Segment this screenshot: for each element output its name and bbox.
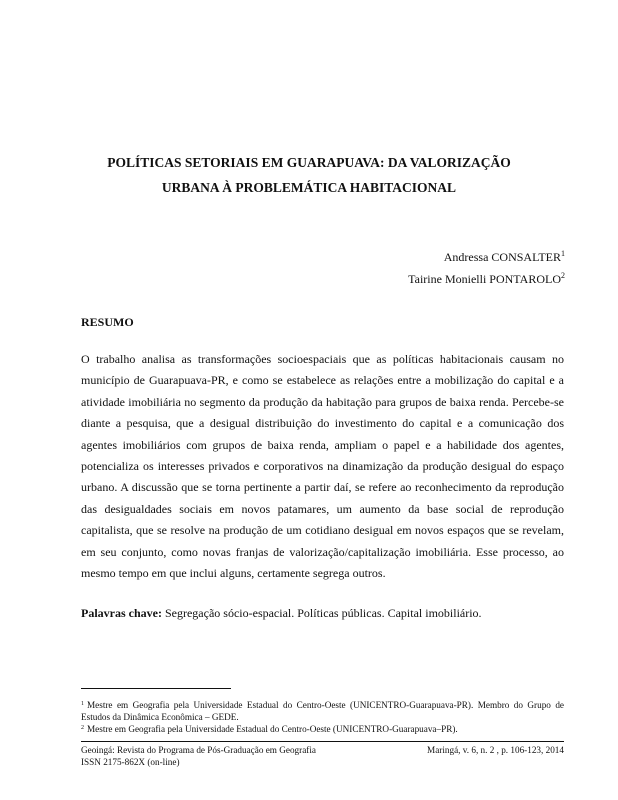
author-footnote-mark: 2 xyxy=(561,271,565,280)
title-line-2: URBANA À PROBLEMÁTICA HABITACIONAL xyxy=(161,180,457,195)
author-list xyxy=(408,246,565,290)
page-footer xyxy=(81,744,564,768)
footer-separator xyxy=(81,741,564,742)
author-footnote-mark: 1 xyxy=(561,249,565,258)
footnotes xyxy=(81,700,564,735)
author-2 xyxy=(408,268,565,290)
keywords xyxy=(81,603,564,623)
footnote-separator xyxy=(81,688,231,689)
author-name: Tairine Monielli PONTAROLO xyxy=(408,272,561,286)
issn: ISSN 2175-862X (on-line) xyxy=(81,757,180,767)
abstract-body xyxy=(81,349,564,584)
author-1 xyxy=(408,246,565,268)
paper-title xyxy=(80,150,538,200)
citation: Maringá, v. 6, n. 2 , p. 106-123, 2014 xyxy=(427,745,564,755)
footnote-mark: 2 xyxy=(81,724,84,731)
footnote-mark: 1 xyxy=(81,701,84,707)
abstract-text: O trabalho analisa as transformações socioespaciais que as políticas habitacionais causam no município de Guarapuava-PR, e como se estabelece as relações entre a mobilização do capital e a atividade imobiliária no segmento da produção da habitação para grupos de baixa renda. Percebe-se diante a pesquisa, que a desigual distribuição do investimento do capital e a comunicação dos agentes imobiliários com grupos de baixa renda, ampliam o papel e a habilidade dos agentes, potencializa os interesses privados e corporativos na dinamização da produção desigual do espaço urbano. A discussão que se torna pertinente a partir daí, se refere ao reconhecimento da reprodução das desigualdades sociais em novos patamares, um aumento da base social de reprodução capitalista, que se resolve na produção de um cotidiano desigual em novos espaços que se revelam, em seu conjunto, como novas franjas de valorização/capitalização imobiliária. Esse processo, ao mesmo tempo em que inclui alguns, certamente segrega outros. xyxy=(81,352,564,581)
footnote-text: Mestre em Geografia pela Universidade Estadual do Centro-Oeste (UNICENTRO-Guarapuava-PR). Membro do Grupo de Estudos da Dinâmica Econômica – GEDE. xyxy=(81,700,564,722)
journal-name: Geoingá: Revista do Programa de Pós-Graduação em Geografia xyxy=(81,745,316,755)
footnote-1 xyxy=(81,700,564,724)
keywords-label: Palavras chave: xyxy=(81,606,162,620)
footnote-2 xyxy=(81,724,564,736)
abstract-heading: RESUMO xyxy=(81,315,134,329)
author-name: Andressa CONSALTER xyxy=(443,250,561,264)
title-line-1: POLÍTICAS SETORIAIS EM GUARAPUAVA: DA VALORIZAÇÃO xyxy=(107,155,511,170)
footnote-text: Mestre em Geografia pela Universidade Estadual do Centro-Oeste (UNICENTRO-Guarapuava–PR). xyxy=(87,723,458,734)
keywords-text: Segregação sócio-espacial. Políticas públicas. Capital imobiliário. xyxy=(164,606,482,620)
